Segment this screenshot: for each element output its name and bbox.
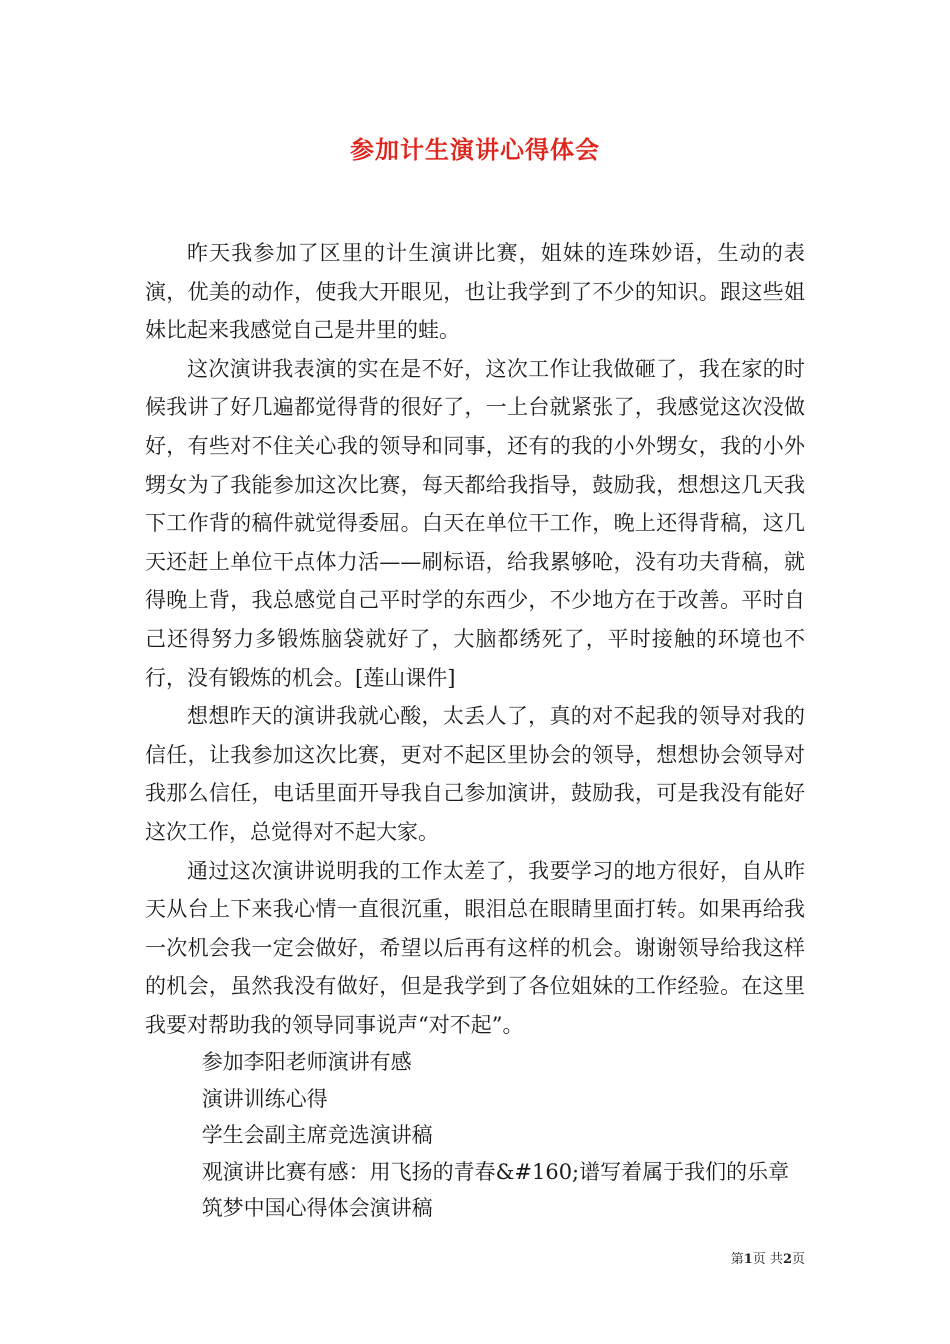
related-link[interactable]: 观演讲比赛有感：用飞扬的青春&#160;谱写着属于我们的乐章 — [201, 1159, 790, 1184]
page-number-footer — [731, 1248, 805, 1267]
related-link[interactable]: 演讲训练心得 — [201, 1086, 328, 1111]
current-page-number: 1 — [743, 1252, 753, 1267]
paragraph: 昨天我参加了区里的计生演讲比赛，姐妹的连珠妙语，生动的表演，优美的动作，使我大开眼见，也让我学到了不少的知识。跟这些姐妹比起来我感觉自己是井里的蛙。 — [145, 241, 805, 343]
paragraph: 想想昨天的演讲我就心酸，太丢人了，真的对不起我的领导对我的信任，让我参加这次比赛，更对不起区里协会的领导，想想协会领导对我那么信任，电话里面开导我自己参加演讲，鼓励我，可是我没有能好这次工作，总觉得对不起大家。 — [145, 704, 805, 844]
related-link[interactable]: 学生会副主席竞选演讲稿 — [201, 1123, 433, 1148]
paragraph: 通过这次演讲说明我的工作太差了，我要学习的地方很好，自从昨天从台上下来我心情一直很沉重，眼泪总在眼睛里面打转。如果再给我一次机会我一定会做好，希望以后再有这样的机会。谢谢领导给我这样的机会，虽然我没有做好，但是我学到了各位姐妹的工作经验。在这里我要对帮助我的领导同事说声“对不起”。 — [145, 858, 805, 1037]
document-body — [145, 234, 805, 1227]
footer-prefix: 第 — [730, 1252, 744, 1267]
document-title: 参加计生演讲心得体会 — [350, 135, 600, 164]
footer-suffix: 页 — [791, 1252, 805, 1267]
related-link[interactable]: 筑梦中国心得体会演讲稿 — [201, 1196, 433, 1221]
paragraph: 这次演讲我表演的实在是不好，这次工作让我做砸了，我在家的时候我讲了好几遍都觉得背的很好了，一上台就紧张了，我感觉这次没做好，有些对不住关心我的领导和同事，还有的我的小外甥女，我的小外甥女为了我能参加这次比赛，每天都给我指导，鼓励我，想想这几天我下工作背的稿件就觉得委屈。白天在单位干工作，晚上还得背稿，这几天还赶上单位干点体力活——刷标语，给我累够呛，没有功夫背稿，就得晚上背，我总感觉自己平时学的东西少，不少地方在于改善。平时自己还得努力多锻炼脑袋就好了，大脑都绣死了，平时接触的环境也不行，没有锻炼的机会。[莲山课件] — [145, 356, 805, 690]
total-page-number: 2 — [782, 1252, 792, 1267]
footer-middle: 页 共 — [752, 1252, 783, 1267]
related-links-list — [145, 1044, 805, 1227]
related-link[interactable]: 参加李阳老师演讲有感 — [201, 1050, 412, 1075]
